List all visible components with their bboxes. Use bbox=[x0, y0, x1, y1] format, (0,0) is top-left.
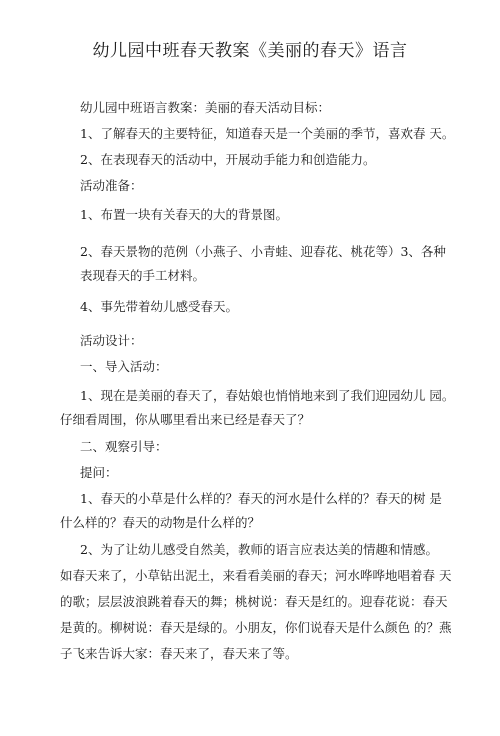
text-line-goal-2: 2、在表现春天的活动中，开展动手能力和创造能力。 bbox=[80, 152, 376, 167]
text-line-point-2-cont-1: 如春天来了，小草钻出泥土，来看看美丽的春天；河水哗哗地唱着春 天 bbox=[60, 568, 452, 583]
text-line-point-2-cont-3: 是黄的。柳树说：春天是绿的。小朋友，你们说春天是什么颜色 的？燕 bbox=[60, 620, 452, 635]
text-line-point-2: 2、为了让幼儿感受自然美，教师的语言应表达美的情趣和情感。 bbox=[80, 542, 438, 557]
text-line-design-heading: 活动设计： bbox=[80, 333, 143, 348]
text-line-point-2-cont-4: 子飞来告诉大家：春天来了，春天来了等。 bbox=[60, 646, 298, 661]
text-line-prep-4: 4、事先带着幼儿感受春天。 bbox=[80, 299, 238, 314]
text-line-question-label: 提问： bbox=[80, 465, 118, 480]
text-line-prep-heading: 活动准备： bbox=[80, 178, 143, 193]
text-line-question-1-cont: 什么样的？春天的动物是什么样的？ bbox=[60, 515, 261, 530]
text-line-section-1-p1: 1、现在是美丽的春天了，春姑娘也悄悄地来到了我们迎园幼儿 园。 bbox=[80, 388, 455, 403]
document-title: 幼儿园中班春天教案《美丽的春天》语言 bbox=[92, 41, 408, 61]
text-line-prep-1: 1、布置一块有关春天的大的背景图。 bbox=[80, 207, 288, 222]
text-line-prep-2: 2、春天景物的范例（小燕子、小青蛙、迎春花、桃花等）3、各种 bbox=[80, 244, 446, 259]
text-line-section-1-p1-cont: 仔细看周围，你从哪里看出来已经是春天了？ bbox=[60, 412, 311, 427]
text-line-goal-1: 1、了解春天的主要特征，知道春天是一个美丽的季节，喜欢春 天。 bbox=[80, 126, 455, 141]
text-line-point-2-cont-2: 的歌；层层波浪跳着春天的舞；桃树说：春天是红的。迎春花说：春天 bbox=[60, 594, 448, 609]
text-line-section-2: 二、观察引导： bbox=[80, 439, 168, 454]
text-line-intro: 幼儿园中班语言教案：美丽的春天活动目标： bbox=[80, 100, 331, 115]
text-line-prep-2-cont: 表现春天的手工材料。 bbox=[80, 268, 206, 283]
text-line-section-1: 一、导入活动： bbox=[80, 359, 168, 374]
text-line-question-1: 1、春天的小草是什么样的？春天的河水是什么样的？春天的树 是 bbox=[80, 491, 442, 506]
